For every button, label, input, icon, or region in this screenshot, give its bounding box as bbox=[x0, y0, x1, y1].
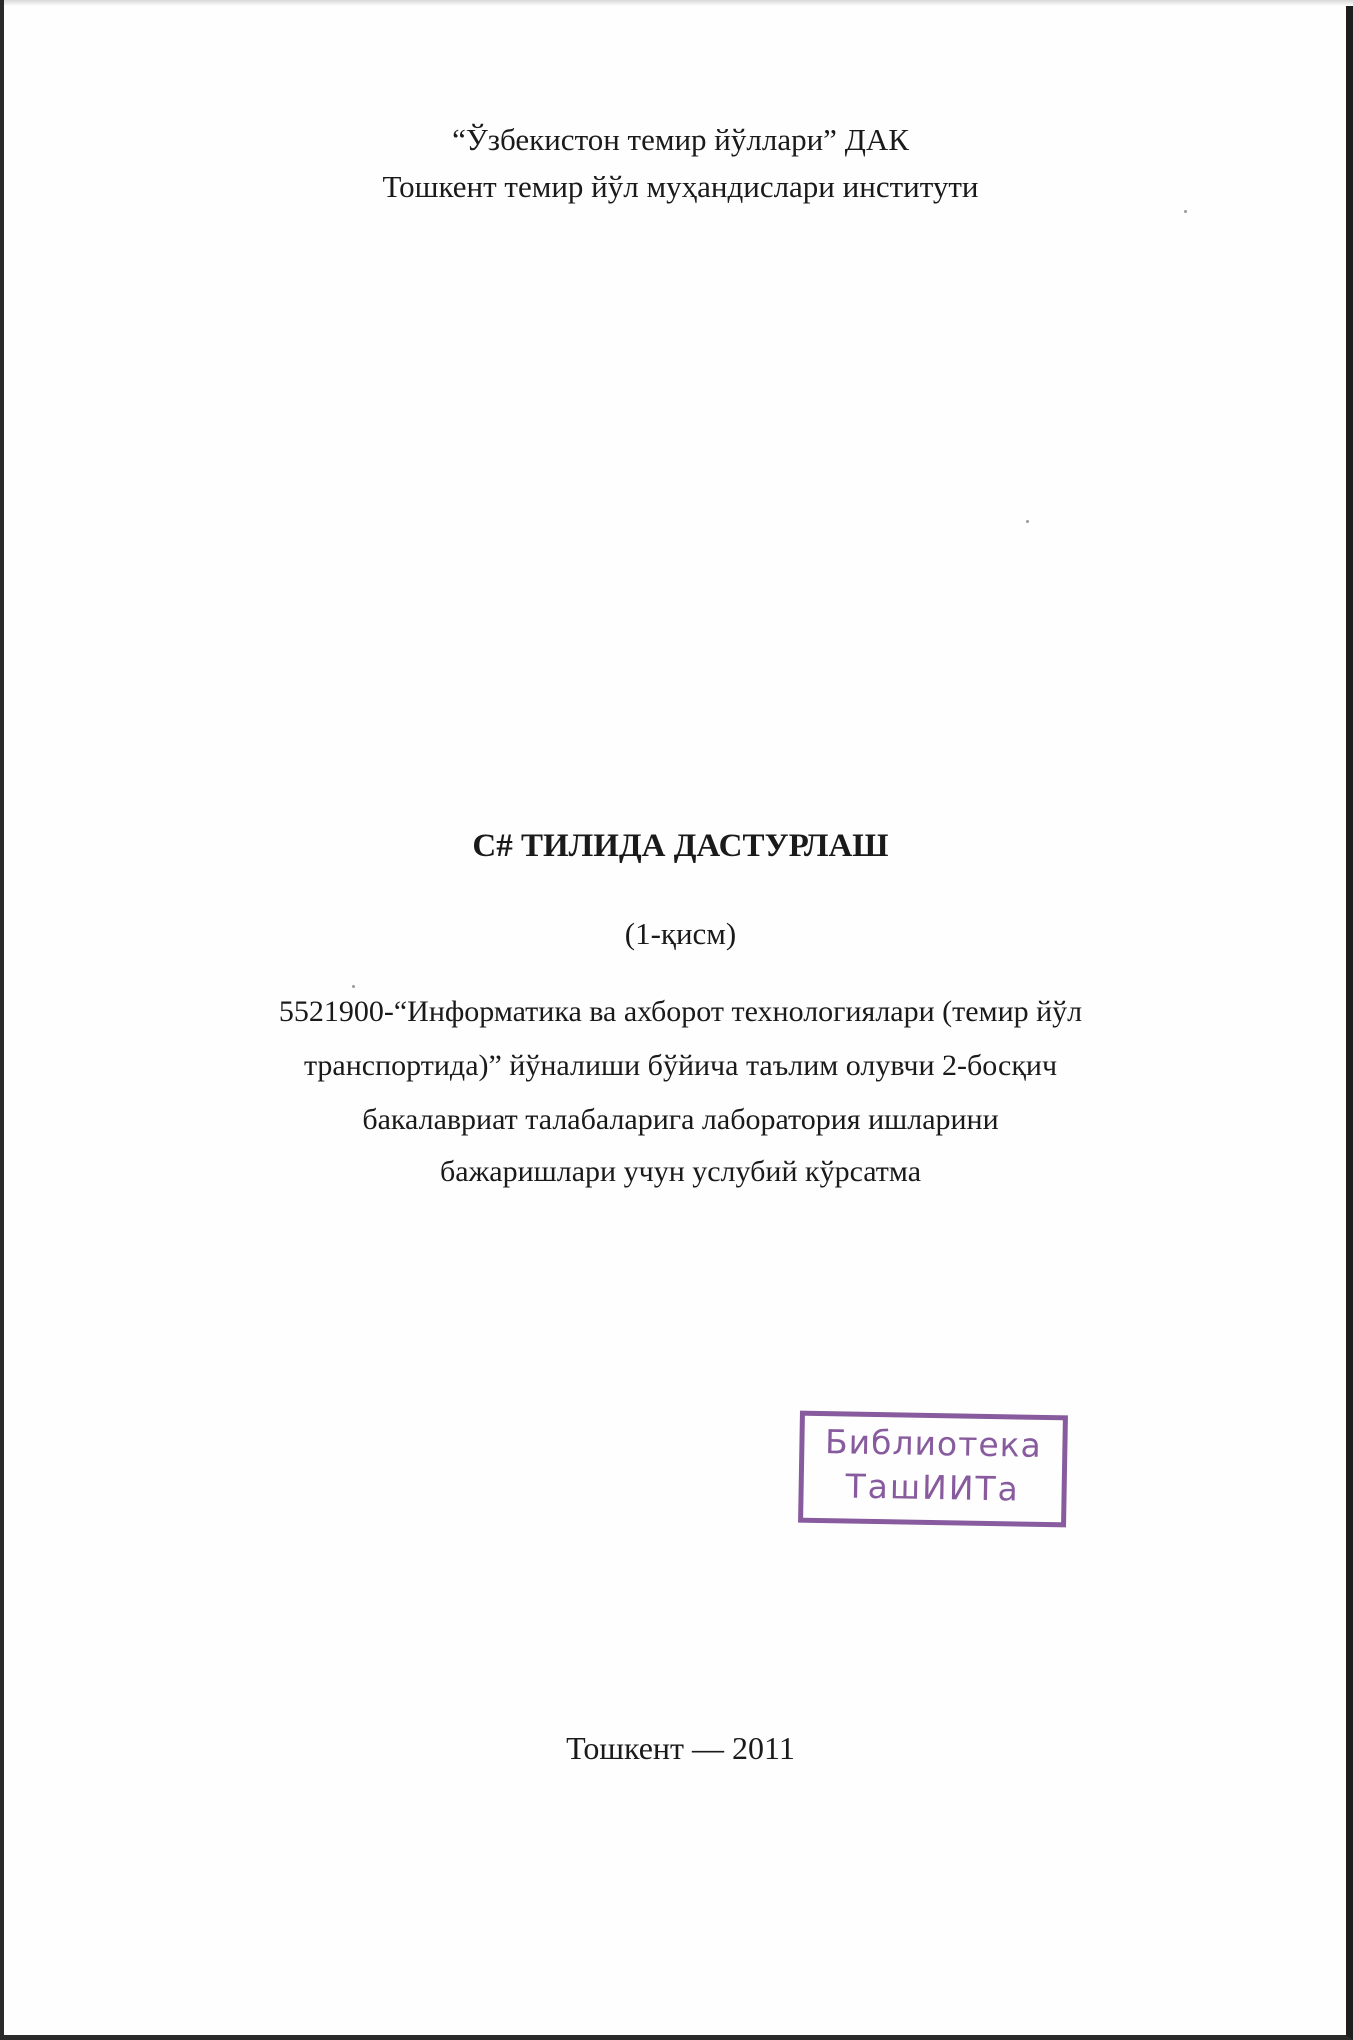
header-organization: “Ўзбекистон темир йўллари” ДАК bbox=[452, 122, 909, 157]
description-line-4: бажаришлари учун услубий кўрсатма bbox=[439, 1155, 922, 1188]
city-year: Тошкент — 2011 bbox=[566, 1730, 795, 1766]
document-title: C# ТИЛИДА ДАСТУРЛАШ bbox=[472, 828, 889, 864]
description-line-1: 5521900-“Информатика ва ахборот технологиялари (темир йўл bbox=[278, 995, 1083, 1028]
scan-speck bbox=[352, 985, 355, 988]
header-institute: Тошкент темир йўл муҳандислари институти bbox=[382, 169, 979, 204]
scan-top-edge bbox=[4, 0, 1353, 6]
document-part: (1-қисм) bbox=[624, 916, 737, 951]
library-stamp bbox=[798, 1411, 1068, 1528]
scan-speck bbox=[1184, 210, 1187, 213]
description-line-3: бакалавриат талабаларига лаборатория ишларини bbox=[362, 1103, 999, 1136]
description-line-2: транспортида)” йўналиши бўйича таълим олувчи 2-босқич bbox=[303, 1049, 1058, 1082]
stamp-line-1: Библиотека bbox=[824, 1422, 1043, 1465]
scan-speck bbox=[1026, 520, 1029, 523]
stamp-line-2: ТашИИТа bbox=[845, 1466, 1021, 1509]
